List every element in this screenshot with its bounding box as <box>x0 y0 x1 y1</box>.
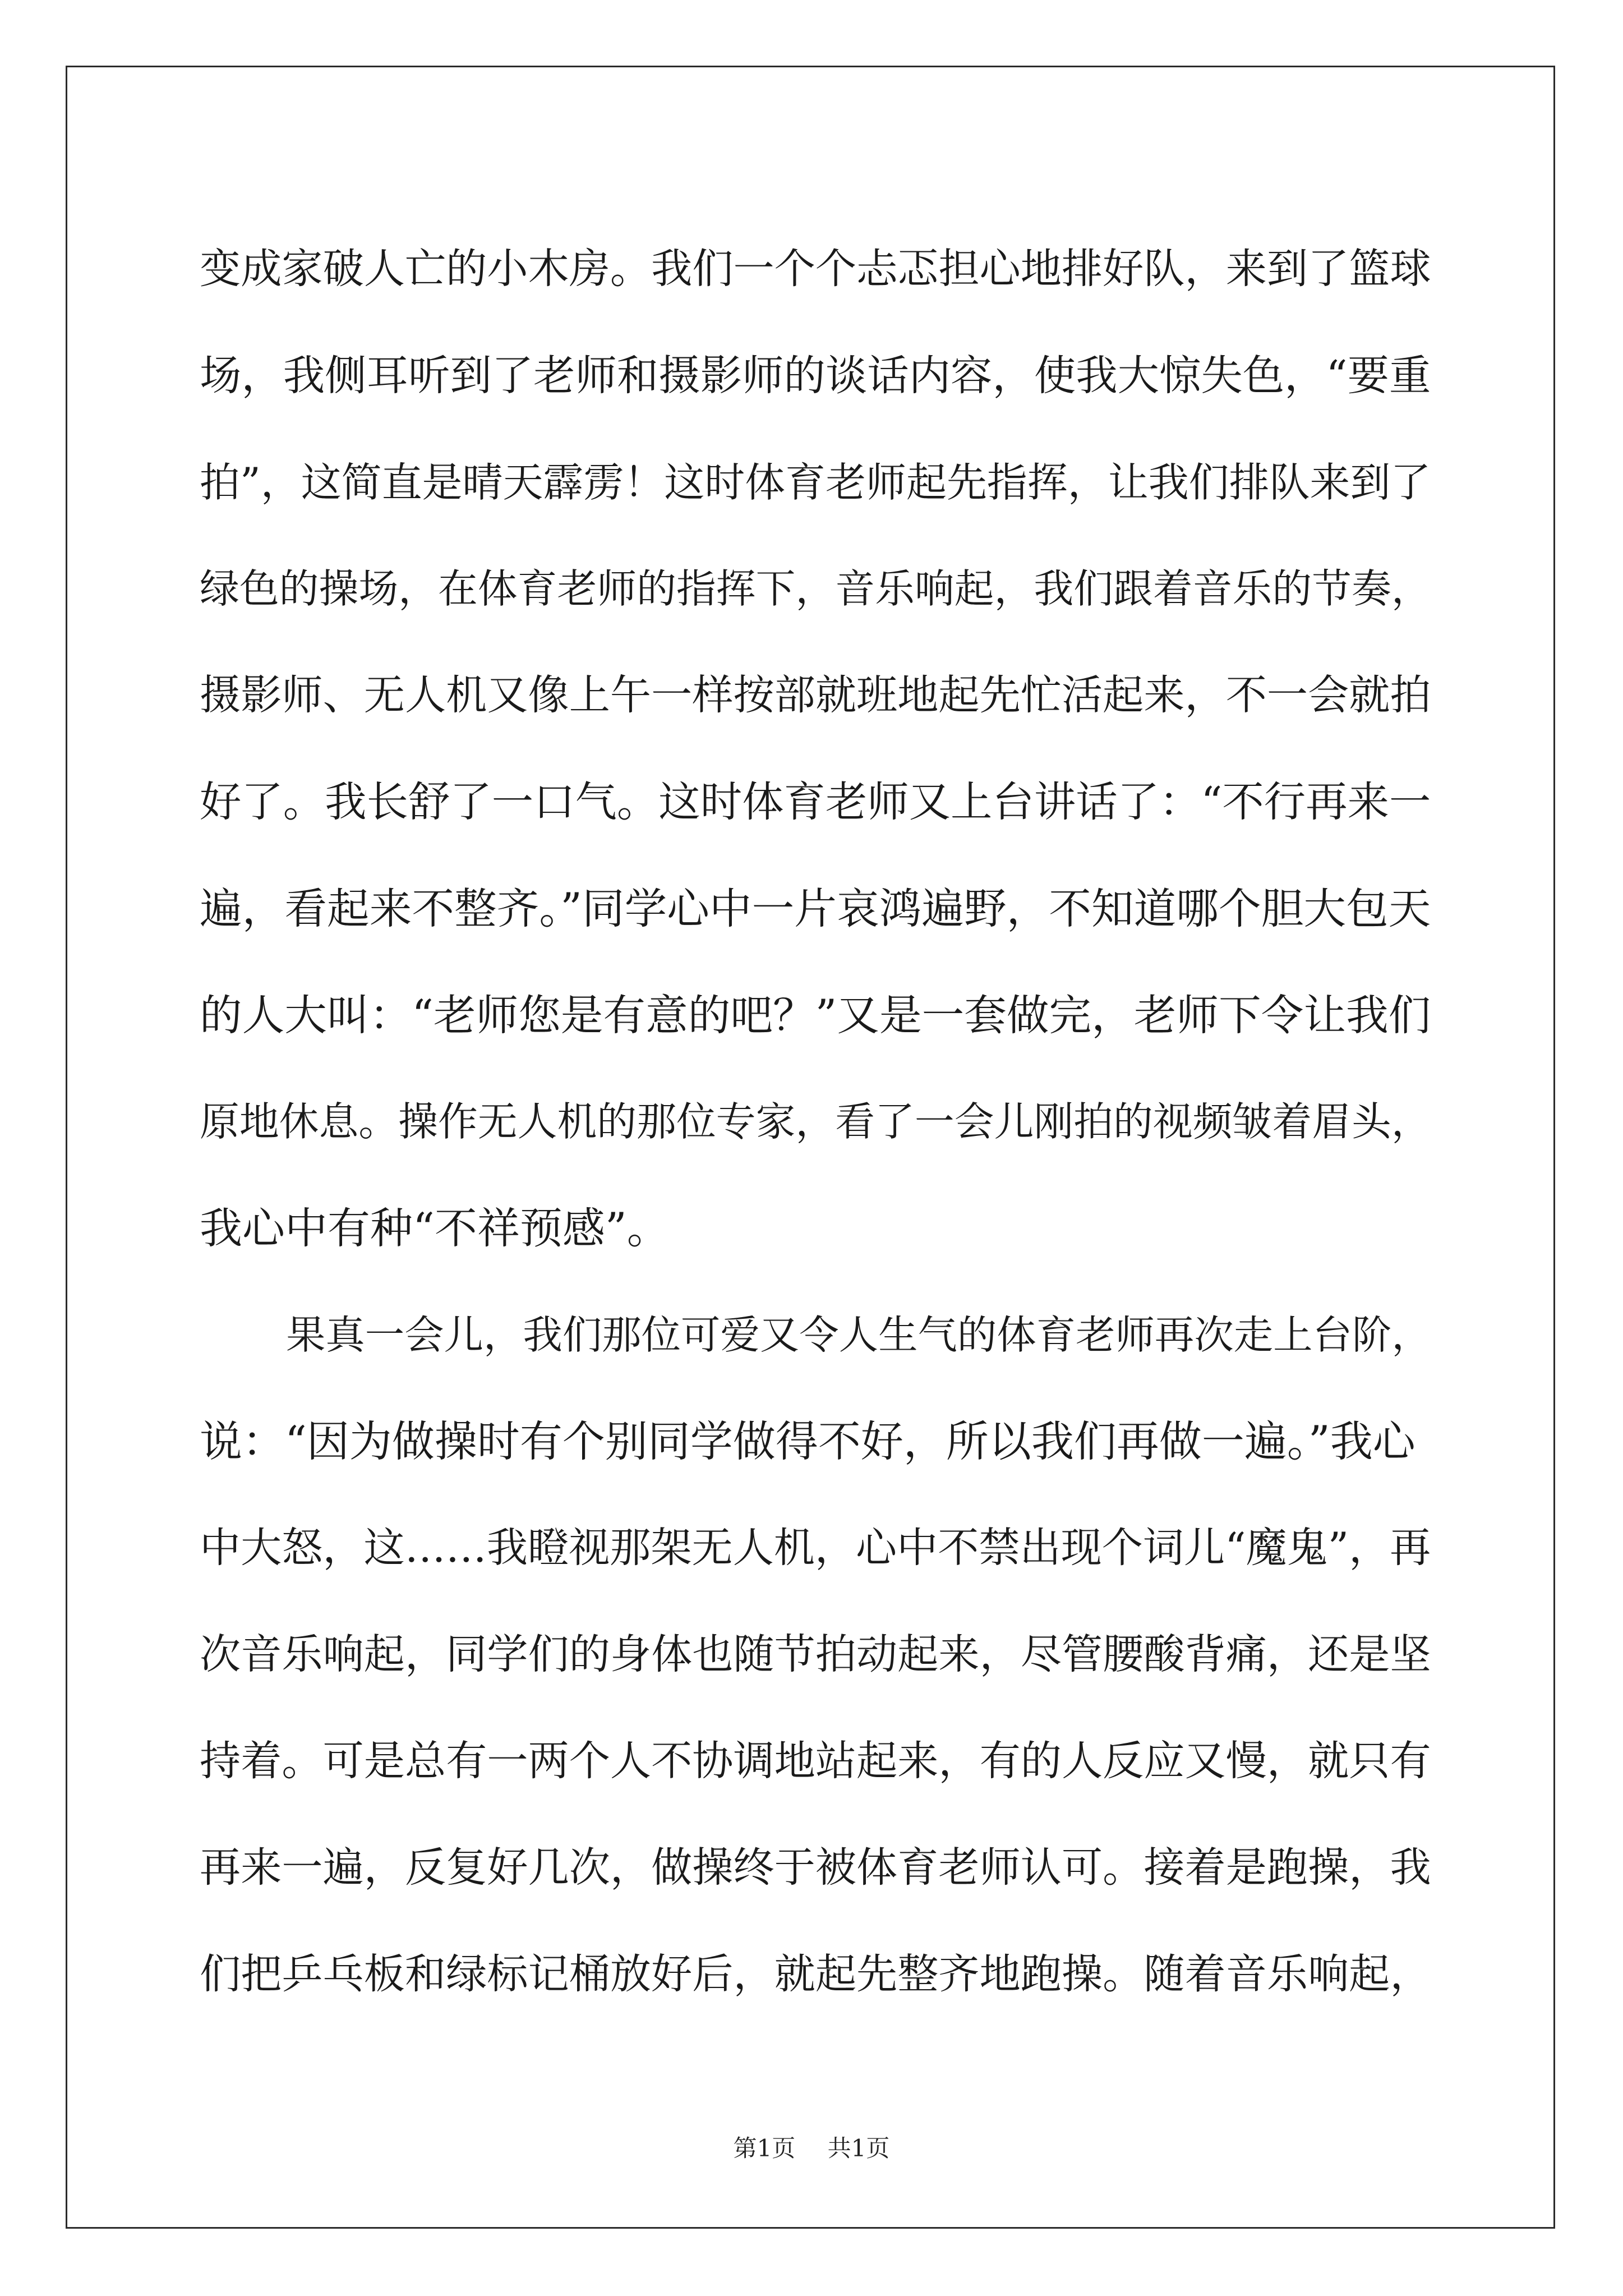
text-line: 好了。我长舒了一口气。这时体育老师又上台讲话了：“不行再来一 <box>200 777 1431 826</box>
text-line: 的人大叫：“老师您是有意的吧？”又是一套做完，老师下令让我们 <box>200 991 1431 1040</box>
page-footer <box>0 2132 1623 2165</box>
text-line: 场，我侧耳听到了老师和摄影师的谈话内容，使我大惊失色，“要重 <box>200 351 1431 400</box>
text-line: 中大怒，这……我瞪视那架无人机，心中不禁出现个词儿“魔鬼”，再 <box>200 1524 1431 1572</box>
text-line: 摄影师、无人机又像上午一样按部就班地起先忙活起来，不一会就拍 <box>200 671 1431 719</box>
text-line: 绿色的操场，在体育老师的指挥下，音乐响起，我们跟着音乐的节奏， <box>200 565 1431 612</box>
page-total: 共1页 <box>827 2134 890 2162</box>
page-number: 第1页 <box>733 2134 796 2162</box>
text-line-indented: 果真一会儿，我们那位可爱又令人生气的体育老师再次走上台阶， <box>286 1312 1431 1358</box>
text-line: 持着。可是总有一两个人不协调地站起来，有的人反应又慢，就只有 <box>200 1737 1431 1785</box>
text-line: 说：“因为做操时有个别同学做得不好，所以我们再做一遍。”我心 <box>200 1416 1415 1466</box>
text-line: 遍，看起来不整齐。”同学心中一片哀鸿遍野，不知道哪个胆大包天 <box>200 884 1431 933</box>
text-line: 再来一遍，反复好几次，做操终于被体育老师认可。接着是跑操，我 <box>200 1844 1431 1892</box>
text-line: 们把乒乓板和绿标记桶放好后，就起先整齐地跑操。随着音乐响起， <box>200 1950 1431 1998</box>
text-line: 我心中有种“不祥预感”。 <box>200 1203 670 1253</box>
text-line: 次音乐响起，同学们的身体也随节拍动起来，尽管腰酸背痛，还是坚 <box>200 1631 1431 1678</box>
document-body <box>200 216 1431 2028</box>
text-line: 变成家破人亡的小木房。我们一个个忐忑担心地排好队，来到了篮球 <box>200 245 1431 293</box>
text-line: 拍”，这简直是晴天霹雳！这时体育老师起先指挥，让我们排队来到了 <box>200 459 1431 506</box>
text-line: 原地休息。操作无人机的那位专家，看了一会儿刚拍的视频皱着眉头， <box>200 1098 1431 1145</box>
